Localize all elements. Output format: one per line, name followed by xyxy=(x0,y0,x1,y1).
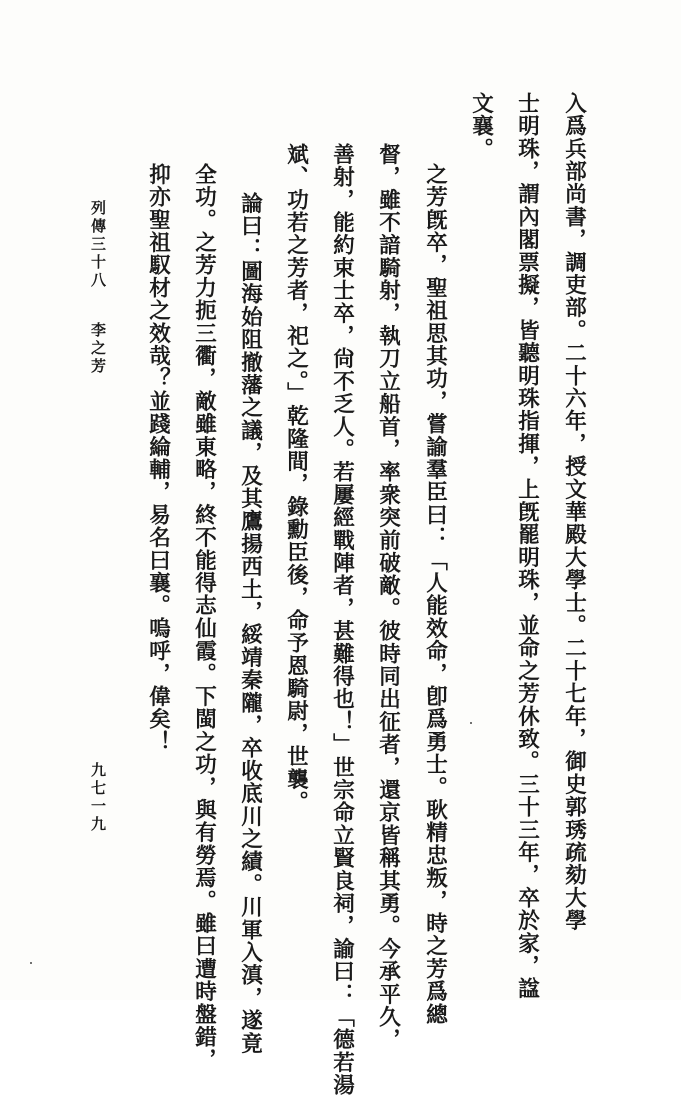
text-column-10: 抑亦聖祖馭材之效哉？並踐綸輔，易名曰襄。嗚呼，偉矣！ xyxy=(145,163,171,754)
text-column-5: 督，雖不諳騎射，執刀立船首，率衆突前破敵。彼時同出征者，還京皆稱其勇。今承平久， xyxy=(375,143,401,1051)
page-number: 九七一九 xyxy=(89,762,107,834)
scan-speck xyxy=(470,722,472,724)
text-column-3: 文襄。 xyxy=(468,92,494,161)
text-column-8: 論曰：圖海始阻撤藩之議，及其鷹揚西土，綏靖秦隴，卒收底川之績。川軍入滇，遂竟 xyxy=(237,192,263,1055)
running-head-chapter: 列傳三十八 xyxy=(89,200,107,290)
text-column-9: 全功。之芳力扼三衢，敵雖東略，終不能得志仙霞。下閩之功，與有勞焉。雖曰遭時盤錯， xyxy=(191,163,217,1071)
running-head-subject: 李之芳 xyxy=(89,322,107,376)
text-column-2: 士明珠，謂內閣票擬，皆聽明珠指揮，上旣罷明珠，並命之芳休致。三十三年，卒於家，諡 xyxy=(514,92,540,1000)
text-column-4: 之芳旣卒，聖祖思其功，嘗諭羣臣曰：「人能效命，卽爲勇士。耿精忠叛，時之芳爲總 xyxy=(422,163,448,1026)
text-column-7: 斌、功若之芳者，祀之。」乾隆間，錄勳臣後，命予恩騎尉，世襲。 xyxy=(283,143,309,814)
scan-speck xyxy=(30,962,32,964)
text-column-1: 入爲兵部尚書，調吏部。二十六年，授文華殿大學士。二十七年，御史郭琇疏劾大學 xyxy=(561,92,587,932)
text-column-6: 善射，能約束士卒，尙不乏人。若屢經戰陣者，甚難得也！」世宗命立賢良祠，諭曰：「德若湯 xyxy=(329,143,355,1096)
